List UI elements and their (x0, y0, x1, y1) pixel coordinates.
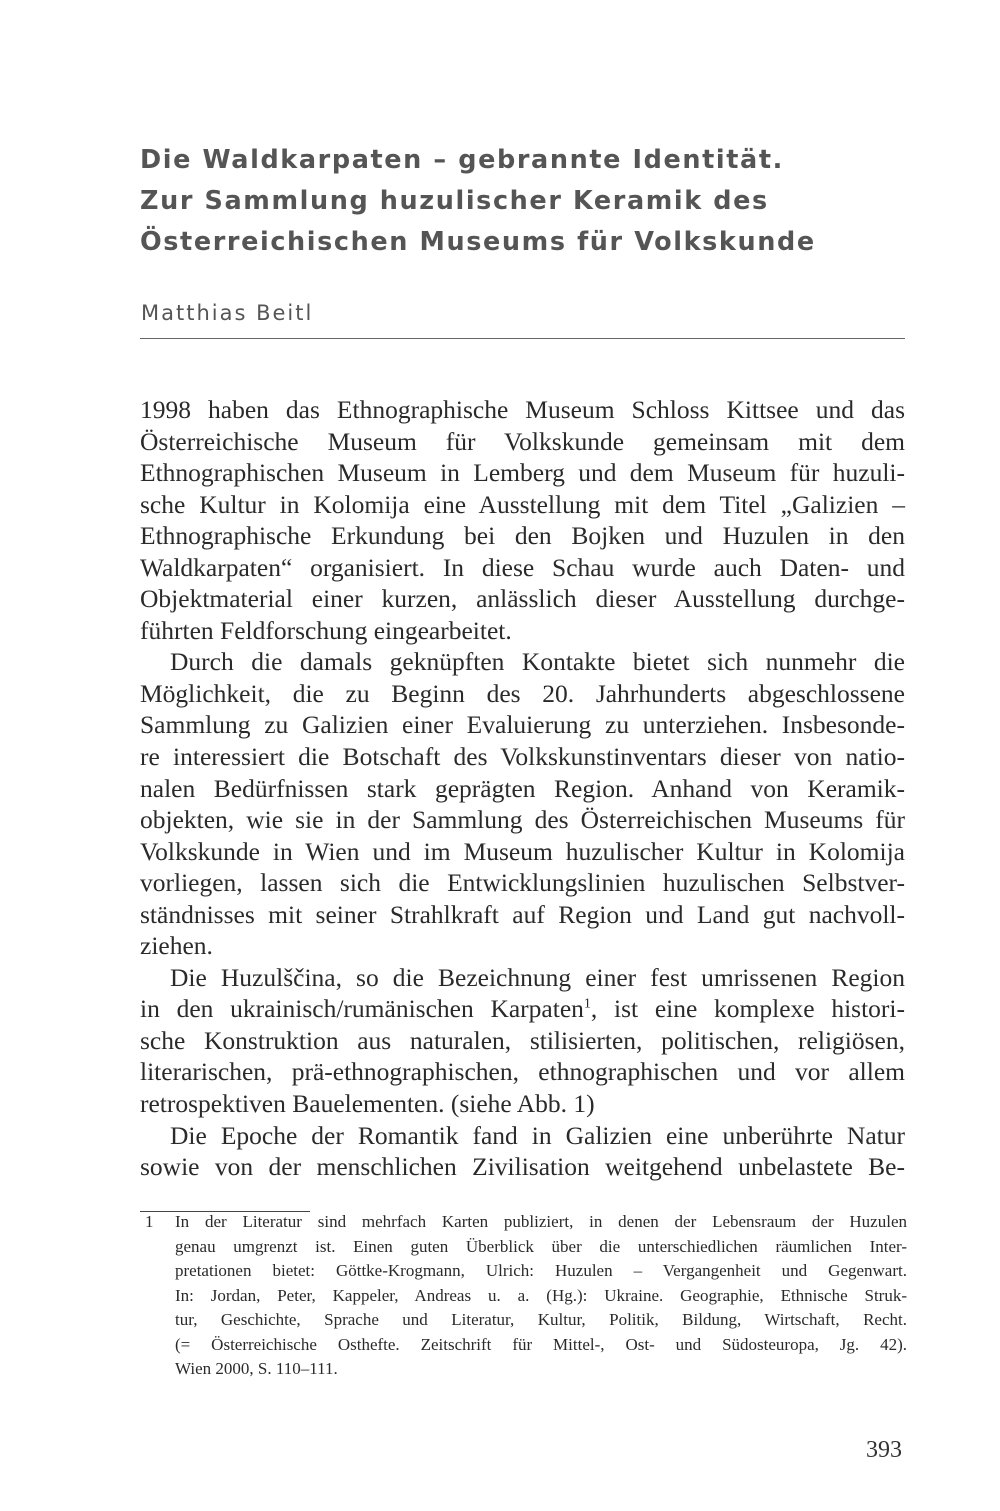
footnote-line: In der Literatur sind mehrfach Karten publiziert, in denen der Lebensraum der Huzulen (175, 1212, 907, 1231)
body-line: Objektmaterial einer kurzen, anlässlich dieser Ausstellung durchge- (140, 584, 905, 614)
footnote-line: genau umgrenzt ist. Einen guten Überblick über die unterschiedlichen räumlichen Inter- (175, 1236, 907, 1256)
footnote-line: pretationen bietet: Göttke-Krogmann, Ulrich: Huzulen – Vergangenheit und Gegenwart. (175, 1261, 907, 1280)
body-line: Ethnographische Erkundung bei den Bojken und Huzulen in den (140, 521, 905, 551)
body-line: retrospektiven Bauelementen. (siehe Abb. 1) (140, 1089, 595, 1119)
body-line: ständnisses mit seiner Strahlkraft auf Region und Land gut nachvoll- (140, 899, 905, 929)
body-line: Volkskunde in Wien und im Museum huzulischer Kultur in Kolomija (140, 836, 905, 866)
body-line: Die Huzulščina, so die Bezeichnung einer fest umrissenen Region (170, 962, 905, 992)
footnote-line: tur, Geschichte, Sprache und Literatur, Kultur, Politik, Bildung, Wirtschaft, Recht. (175, 1310, 907, 1329)
body-line: sche Kultur in Kolomija eine Ausstellung mit dem Titel „Galizien – (140, 489, 905, 519)
body-line: Durch die damals geknüpften Kontakte bietet sich nunmehr die (170, 647, 905, 677)
author-name: Matthias Beitl (141, 301, 314, 325)
body-line: Möglichkeit, die zu Beginn des 20. Jahrhunderts abgeschlossene (140, 678, 905, 708)
body-line: Ethnographischen Museum in Lemberg und dem Museum für huzuli- (140, 458, 905, 488)
title-divider (140, 338, 905, 339)
title-line: Österreichischen Museums für Volkskunde (140, 227, 816, 257)
body-line (140, 993, 905, 1025)
body-line: Sammlung zu Galizien einer Evaluierung zu unterziehen. Insbesonde- (140, 710, 905, 740)
body-line: nalen Bedürfnissen stark geprägten Region. Anhand von Keramik- (140, 773, 905, 803)
page-number: 393 (866, 1437, 902, 1463)
body-text (140, 394, 905, 1183)
article-title (140, 140, 816, 263)
body-line: Die Epoche der Romantik fand in Galizien eine unberührte Natur (170, 1120, 905, 1150)
body-line: re interessiert die Botschaft des Volkskunstinventars dieser von natio- (140, 742, 905, 772)
footnote-text (175, 1210, 907, 1382)
body-line: vorliegen, lassen sich die Entwicklungslinien huzulischen Selbstver- (140, 868, 905, 898)
footnote-line: (= Österreichische Osthefte. Zeitschrift für Mittel-, Ost- und Südosteuropa, Jg. 42). (175, 1334, 907, 1354)
body-line: führten Feldforschung eingearbeitet. (140, 615, 512, 645)
body-line-text: in den ukrainisch/rumänischen Karpaten (140, 994, 584, 1024)
body-line: sche Konstruktion aus naturalen, stilisierten, politischen, religiösen, (140, 1025, 905, 1055)
footnote-line: Wien 2000, S. 110–111. (175, 1359, 338, 1378)
title-line: Die Waldkarpaten – gebrannte Identität. (140, 145, 784, 175)
title-line: Zur Sammlung huzulischer Keramik des (140, 186, 769, 216)
body-line: ziehen. (140, 931, 213, 961)
body-line: Österreichische Museum für Volkskunde gemeinsam mit dem (140, 426, 905, 456)
body-line: literarischen, prä-ethnographischen, ethnographischen und vor allem (140, 1057, 905, 1087)
footnote-reference[interactable]: 1 (583, 996, 591, 1012)
body-line: Waldkarpaten“ organisiert. In diese Schau wurde auch Daten- und (140, 552, 905, 582)
footnote-line: In: Jordan, Peter, Kappeler, Andreas u. a. (Hg.): Ukraine. Geographie, Ethnische Struk- (175, 1285, 907, 1305)
body-line: 1998 haben das Ethnographische Museum Schloss Kittsee und das (140, 395, 905, 424)
body-line: objekten, wie sie in der Sammlung des Österreichischen Museums für (140, 805, 905, 835)
body-line-text: , ist eine komplexe histori- (590, 994, 905, 1024)
footnote-number: 1 (145, 1212, 154, 1231)
body-line: sowie von der menschlichen Zivilisation weitgehend unbelastete Be- (140, 1152, 905, 1182)
